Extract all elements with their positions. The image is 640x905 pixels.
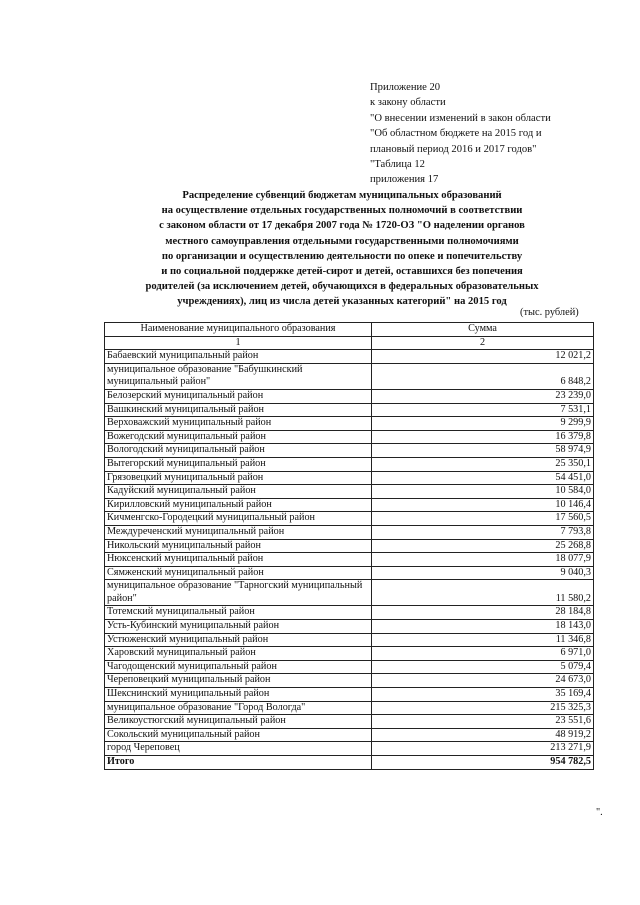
appendix-line: к закону области	[370, 97, 446, 109]
municipality-name: Великоустюгский муниципальный район	[105, 715, 372, 729]
table-row	[105, 417, 594, 431]
subvention-amount: 9 299,9	[372, 417, 594, 431]
subvention-amount: 17 560,5	[372, 512, 594, 526]
subvention-table	[104, 322, 594, 770]
column-header-sum: Сумма	[372, 323, 594, 337]
municipality-name: Харовский муниципальный район	[105, 647, 372, 661]
table-row	[105, 742, 594, 756]
subvention-amount: 25 268,8	[372, 539, 594, 553]
municipality-name: Вашкинский муниципальный район	[105, 403, 372, 417]
subvention-amount: 7 531,1	[372, 403, 594, 417]
table-row	[105, 715, 594, 729]
table-row	[105, 606, 594, 620]
municipality-name: Сокольский муниципальный район	[105, 728, 372, 742]
subvention-amount: 16 379,8	[372, 430, 594, 444]
table-row	[105, 457, 594, 471]
table-row	[105, 485, 594, 499]
subvention-amount: 7 793,8	[372, 525, 594, 539]
municipality-name: город Череповец	[105, 742, 372, 756]
municipality-name: Чагодощенский муниципальный район	[105, 660, 372, 674]
subvention-amount: 35 169,4	[372, 688, 594, 702]
title-line: с законом области от 17 декабря 2007 года № 1720-ОЗ "О наделении органов	[159, 220, 525, 232]
subvention-amount: 9 040,3	[372, 566, 594, 580]
table-row	[105, 444, 594, 458]
table-row	[105, 471, 594, 485]
column-header-name: Наименование муниципального образования	[105, 323, 372, 337]
column-number-2: 2	[372, 336, 594, 350]
subvention-amount: 18 077,9	[372, 553, 594, 567]
subvention-amount: 6 848,2	[372, 363, 594, 389]
subvention-amount: 58 974,9	[372, 444, 594, 458]
table-row	[105, 389, 594, 403]
municipality-name: муниципальное образование "Бабушкинский муниципальный район"	[105, 363, 372, 389]
subvention-amount: 6 971,0	[372, 647, 594, 661]
table-row	[105, 701, 594, 715]
subvention-amount: 54 451,0	[372, 471, 594, 485]
total-label: Итого	[105, 756, 372, 770]
table-row	[105, 674, 594, 688]
municipality-name: Устюженский муниципальный район	[105, 633, 372, 647]
table-row	[105, 350, 594, 364]
municipality-name: Никольский муниципальный район	[105, 539, 372, 553]
subvention-amount: 215 325,3	[372, 701, 594, 715]
subvention-amount: 11 346,8	[372, 633, 594, 647]
municipality-name: Верховажский муниципальный район	[105, 417, 372, 431]
subvention-amount: 23 551,6	[372, 715, 594, 729]
subvention-amount: 11 580,2	[372, 580, 594, 606]
table-row	[105, 553, 594, 567]
subvention-amount: 48 919,2	[372, 728, 594, 742]
appendix-line: "Таблица 12	[370, 159, 425, 171]
municipality-name: Сямженский муниципальный район	[105, 566, 372, 580]
subvention-amount: 23 239,0	[372, 389, 594, 403]
municipality-name: Шекснинский муниципальный район	[105, 688, 372, 702]
table-row	[105, 525, 594, 539]
municipality-name: Череповецкий муниципальный район	[105, 674, 372, 688]
table-row	[105, 728, 594, 742]
title-line: местного самоуправления отдельными государственными полномочиями	[165, 235, 519, 247]
subvention-amount: 5 079,4	[372, 660, 594, 674]
title-line: родителей (за исключением детей, обучающихся в федеральных образовательных	[145, 281, 539, 293]
appendix-line: приложения 17	[370, 174, 439, 186]
table-row	[105, 660, 594, 674]
subvention-amount: 10 146,4	[372, 498, 594, 512]
table-row	[105, 539, 594, 553]
total-amount: 954 782,5	[372, 756, 594, 770]
table-row	[105, 580, 594, 606]
subvention-amount: 25 350,1	[372, 457, 594, 471]
appendix-line: "Об областном бюджете на 2015 год и	[370, 128, 542, 140]
table-row	[105, 403, 594, 417]
appendix-line: Приложение 20	[370, 82, 441, 93]
table-column-numbers-row	[105, 336, 594, 350]
table-row	[105, 633, 594, 647]
table-row	[105, 620, 594, 634]
subvention-amount: 24 673,0	[372, 674, 594, 688]
table-row	[105, 647, 594, 661]
title-line: и по социальной поддержке детей-сирот и детей, оставшихся без попечения	[161, 266, 523, 278]
table-row	[105, 688, 594, 702]
municipality-name: муниципальное образование "Тарногский муниципальный район"	[105, 580, 372, 606]
municipality-name: Нюксенский муниципальный район	[105, 553, 372, 567]
table-row	[105, 512, 594, 526]
units-label: (тыс. рублей)	[520, 307, 579, 318]
municipality-name: Кирилловский муниципальный район	[105, 498, 372, 512]
subvention-amount: 213 271,9	[372, 742, 594, 756]
appendix-note	[370, 80, 620, 188]
municipality-name: Вологодский муниципальный район	[105, 444, 372, 458]
municipality-name: Бабаевский муниципальный район	[105, 350, 372, 364]
subvention-amount: 10 584,0	[372, 485, 594, 499]
municipality-name: Кичменгско-Городецкий муниципальный район	[105, 512, 372, 526]
subvention-amount: 12 021,2	[372, 350, 594, 364]
municipality-name: Грязовецкий муниципальный район	[105, 471, 372, 485]
municipality-name: Белозерский муниципальный район	[105, 389, 372, 403]
municipality-name: муниципальное образование "Город Вологда"	[105, 701, 372, 715]
column-number-1: 1	[105, 336, 372, 350]
subvention-amount: 18 143,0	[372, 620, 594, 634]
title-line: на осуществление отдельных государственных полномочий в соответствии	[161, 205, 523, 217]
closing-quote: ".	[596, 807, 603, 818]
municipality-name: Кадуйский муниципальный район	[105, 485, 372, 499]
table-row	[105, 363, 594, 389]
municipality-name: Вожегодский муниципальный район	[105, 430, 372, 444]
title-line: Распределение субвенций бюджетам муниципальных образований	[182, 190, 502, 201]
table-row	[105, 566, 594, 580]
municipality-name: Вытегорский муниципальный район	[105, 457, 372, 471]
title-line: по организации и осуществлению деятельности по опеке и попечительству	[161, 250, 523, 262]
municipality-name: Тотемский муниципальный район	[105, 606, 372, 620]
document-title	[118, 188, 566, 310]
municipality-name: Междуреченский муниципальный район	[105, 525, 372, 539]
subvention-amount: 28 184,8	[372, 606, 594, 620]
table-row	[105, 430, 594, 444]
table-header-row	[105, 323, 594, 337]
appendix-line: плановый период 2016 и 2017 годов"	[370, 143, 537, 155]
title-line: учреждениях), лиц из числа детей указанных категорий" на 2015 год	[177, 296, 507, 308]
municipality-name: Усть-Кубинский муниципальный район	[105, 620, 372, 634]
table-row	[105, 498, 594, 512]
appendix-line: "О внесении изменений в закон области	[370, 112, 551, 124]
table-total-row	[105, 756, 594, 770]
